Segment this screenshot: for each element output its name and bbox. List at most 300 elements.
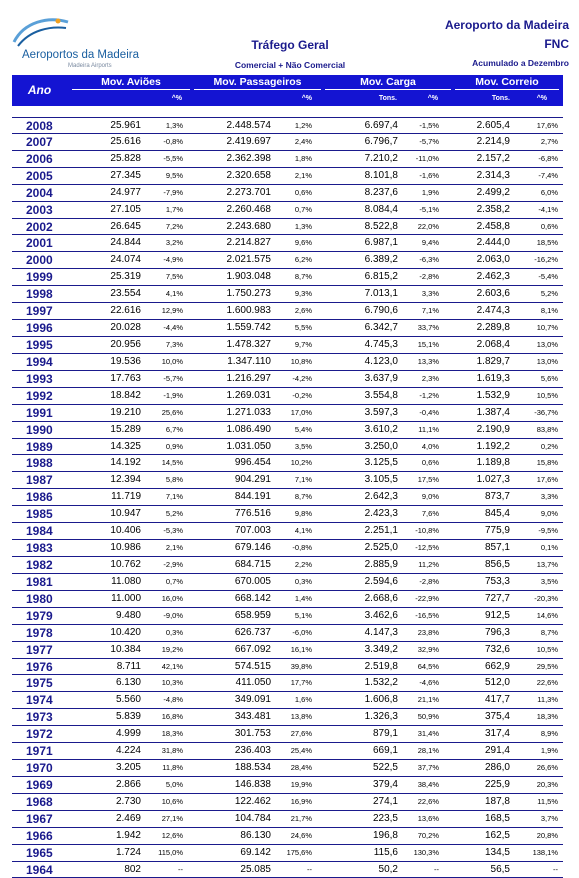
cell-aircraft-pct: 1,3% [165,121,183,130]
cell-cargo: 4.745,3 [364,338,398,350]
col-aircraft: Mov. Aviões [101,76,161,88]
cell-passengers-pct: 8,7% [294,492,312,502]
cell-year: 2006 [26,151,53,166]
cell-year: 2007 [26,134,53,149]
cell-mail-pct: 2,7% [540,136,558,146]
table-row [12,354,563,371]
cell-mail: 2.444,0 [476,237,510,249]
cell-passengers: 411.050 [235,677,271,689]
cell-mail: 2.458,8 [476,220,510,232]
cell-cargo-pct: 13,6% [417,813,439,823]
cell-aircraft-pct: -9,0% [163,610,183,620]
cell-passengers: 684.715 [234,558,271,570]
cell-aircraft-pct: 0,7% [165,576,183,586]
cell-mail-pct: 1,9% [540,746,558,756]
cell-passengers-pct: 24,6% [290,830,312,840]
cell-mail-pct: 20,8% [536,830,558,840]
header-divider [455,89,559,90]
cell-aircraft: 14.192 [110,457,141,469]
cell-year: 2002 [26,219,53,234]
table-row [12,540,563,557]
cell-mail: 727,7 [484,592,510,604]
cell-mail-pct: 22,6% [536,678,558,688]
cell-mail-pct: 0,6% [540,221,558,231]
cell-cargo-pct: 37,7% [417,763,439,773]
cell-passengers: 1.086.490 [226,423,271,435]
header-divider [194,89,321,90]
logo-text: Aeroportos da Madeira [22,49,139,61]
cell-cargo-pct: -5,1% [419,204,439,214]
cell-cargo: 6.796,7 [364,135,398,147]
airport-info [445,18,569,68]
cell-aircraft-pct: 5,0% [165,779,183,789]
cell-aircraft: 14.325 [110,440,141,452]
cell-year: 1998 [26,287,53,302]
cell-mail-pct: 9,0% [540,509,558,519]
cell-mail-pct: 17,6% [536,475,558,485]
cell-mail: 187,8 [484,795,510,807]
table-row [12,371,563,388]
cell-passengers-pct: 1,3% [294,221,312,231]
cell-mail: 1.619,3 [476,372,510,384]
cell-cargo: 879,1 [372,728,398,740]
cell-mail: 856,5 [484,558,510,570]
col-year: Ano [27,83,52,97]
cell-mail: 2.314,3 [476,169,510,181]
cell-passengers: 2.260.468 [226,203,271,215]
cell-year: 2004 [26,185,53,200]
cell-cargo: 8.522,8 [364,220,398,232]
cell-passengers-pct: 2,1% [294,170,312,180]
cell-cargo-pct: 7,1% [421,306,439,316]
cell-mail: 286,0 [484,762,510,774]
cell-year: 1966 [26,828,53,843]
table-row [12,709,563,726]
cell-cargo-pct: 70,2% [417,830,439,840]
cell-cargo: 115,6 [373,846,398,858]
cell-aircraft: 9.480 [115,609,141,621]
cell-mail: 2.157,2 [476,152,510,164]
cell-mail-pct: 11,5% [537,796,558,806]
table-row [12,489,563,506]
cell-passengers: 69.142 [240,846,271,858]
cell-aircraft-pct: 16,8% [161,712,183,722]
cell-passengers-pct: -0,2% [292,390,312,400]
cell-year: 1999 [26,270,53,285]
cell-mail-pct: 29,5% [536,661,558,671]
cell-cargo: 2.642,3 [364,491,398,503]
cell-cargo: 223,5 [372,812,398,824]
cell-aircraft: 11.080 [111,575,141,587]
cell-passengers-pct: -4,2% [292,373,312,383]
cell-aircraft-pct: 6,7% [165,424,183,434]
cell-cargo-pct: 11,1% [418,424,439,434]
cell-aircraft: 4.999 [115,728,141,740]
cell-cargo: 3.610,2 [364,423,398,435]
cell-aircraft: 10.947 [110,508,141,520]
table-row [12,337,563,354]
cell-aircraft: 25.828 [110,152,141,164]
cell-passengers: 668.142 [234,592,271,604]
cell-year: 1981 [26,574,53,589]
cell-passengers-pct: 2,4% [294,136,312,146]
cell-year: 2005 [26,168,53,183]
cell-aircraft: 10.420 [110,626,141,638]
cell-passengers-pct: -0,8% [292,543,312,553]
cell-mail-pct: 11,3% [537,695,558,705]
cell-passengers: 1.478.327 [226,338,271,350]
cell-cargo-pct: -5,7% [419,136,439,146]
cell-passengers-pct: 2,2% [294,559,312,569]
airport-swoosh-icon [12,16,72,50]
table-row [12,557,563,574]
col-passengers: Mov. Passageiros [213,76,302,88]
cell-year: 1977 [26,642,53,657]
table-row [12,574,563,591]
cell-mail: 168,5 [484,812,510,824]
cell-passengers-pct: 9,8% [294,509,312,519]
table-row [12,523,563,540]
cell-aircraft-pct: 5,2% [165,509,183,519]
cell-mail: 662,9 [484,660,510,672]
cell-passengers: 2.362.398 [226,152,271,164]
cell-passengers-pct: 10,8% [290,356,312,366]
cell-aircraft-pct: 12,9% [161,306,183,316]
cell-year: 1980 [26,591,53,606]
table-row [12,811,563,828]
cell-mail: 873,7 [484,491,510,503]
cell-aircraft-pct: 25,6% [161,407,183,417]
cell-aircraft-pct: -- [178,864,183,874]
cell-cargo: 6.815,2 [364,271,398,283]
cell-passengers: 1.903.048 [226,271,271,283]
cell-aircraft: 20.956 [110,338,141,350]
cell-mail: 2.462,3 [476,271,510,283]
cell-cargo-pct: 130,3% [413,847,439,857]
cell-mail-pct: -20,3% [534,593,558,603]
cell-mail: 2.214,9 [476,135,510,147]
cell-aircraft-pct: 3,2% [165,238,183,248]
cell-aircraft-pct: -5,3% [163,526,183,536]
airport-code: FNC [544,37,569,51]
table-row [12,591,563,608]
cell-cargo: 3.105,5 [364,474,398,486]
cell-cargo-pct: 11,2% [418,559,439,569]
cell-mail-pct: 6,0% [540,187,558,197]
cell-mail: 162,5 [484,829,510,841]
cell-aircraft: 24.074 [110,254,141,266]
cell-cargo-pct: 23,8% [417,627,439,637]
cell-cargo: 3.597,3 [364,406,398,418]
cell-cargo-pct: 28,1% [417,746,439,756]
cell-passengers-pct: 5,5% [294,323,312,333]
cell-mail-pct: 20,3% [536,779,558,789]
cell-passengers: 2.320.658 [226,169,271,181]
cell-mail-pct: 8,9% [540,729,558,739]
cell-aircraft-pct: 1,7% [165,204,183,214]
cell-cargo-pct: 13,3% [417,356,439,366]
cell-mail: 2.603,6 [476,288,510,300]
title-block [200,38,380,70]
cell-passengers: 667.092 [234,643,271,655]
cell-mail-pct: -4,1% [538,204,558,214]
cell-mail-pct: 17,6% [536,121,558,130]
table-row [12,828,563,845]
cell-year: 1991 [26,405,53,420]
table-row [12,726,563,743]
table-row [12,117,563,134]
cell-mail: 512,0 [484,677,510,689]
cell-passengers: 2.021.575 [226,254,271,266]
cell-aircraft-pct: -4,8% [163,695,183,705]
cell-aircraft: 25.616 [110,135,141,147]
cell-aircraft-pct: 11,8% [162,763,183,773]
cell-cargo: 274,1 [372,795,398,807]
cell-passengers: 2.243.680 [226,220,271,232]
cell-passengers: 904.291 [234,474,271,486]
cell-mail: 1.387,4 [476,406,510,418]
cell-aircraft-pct: 31,8% [161,746,183,756]
cell-aircraft: 2.469 [115,812,141,824]
cell-year: 1987 [26,473,53,488]
table-row [12,675,563,692]
cell-aircraft: 8.711 [116,660,141,672]
cell-cargo-pct: 31,4% [417,729,439,739]
cell-cargo: 2.251,1 [364,525,398,537]
cell-year: 1965 [26,845,53,860]
cell-passengers-pct: 9,6% [294,238,312,248]
cell-cargo: 669,1 [372,745,398,757]
cell-passengers: 707.003 [234,525,271,537]
cell-cargo-pct: 50,9% [417,712,439,722]
cell-cargo: 3.250,0 [364,440,398,452]
cell-mail-pct: 13,7% [536,559,558,569]
cell-aircraft: 24.977 [110,186,141,198]
cell-aircraft-pct: 16,0% [161,593,183,603]
table-row [12,168,563,185]
cell-cargo-pct: -4,6% [419,678,439,688]
cell-aircraft: 12.394 [110,474,141,486]
cell-cargo: 1.326,3 [364,711,398,723]
cell-cargo-pct: -- [434,864,439,874]
table-header [12,75,563,106]
cell-aircraft-pct: 12,6% [161,830,183,840]
cell-year: 1978 [26,625,53,640]
cell-mail: 845,4 [484,508,510,520]
cell-aircraft: 5.839 [115,711,141,723]
cell-passengers-pct: 1,6% [294,695,312,705]
cell-aircraft: 24.844 [110,237,141,249]
cell-mail-pct: -16,2% [534,255,558,265]
cell-aircraft: 3.205 [115,762,141,774]
table-row [12,862,563,878]
cell-mail-pct: 10,5% [536,644,558,654]
cell-cargo: 8.101,8 [364,169,398,181]
cell-mail: 2.068,4 [476,338,510,350]
cell-aircraft-pct: 115,0% [158,847,183,857]
col-aircraft-pct: ^% [171,95,182,102]
cell-mail-pct: 0,2% [540,441,558,451]
table-row [12,185,563,202]
cell-mail: 2.605,4 [476,120,510,131]
cell-aircraft: 15.289 [110,423,141,435]
cell-passengers: 1.216.297 [226,372,271,384]
cell-passengers-pct: 1,2% [294,121,312,130]
cell-cargo-pct: 7,6% [421,509,439,519]
cell-mail-pct: 138,1% [532,847,558,857]
cell-cargo: 1.532,2 [364,677,398,689]
cell-cargo-pct: -12,5% [415,543,439,553]
cell-aircraft: 802 [124,863,141,875]
cell-cargo-pct: 1,9% [421,187,439,197]
cell-year: 1970 [26,761,53,776]
cell-cargo: 4.147,3 [364,626,398,638]
cell-aircraft-pct: 10,3% [161,678,183,688]
table-row [12,472,563,489]
cell-aircraft-pct: -4,9% [163,255,183,265]
cell-passengers-pct: 175,6% [286,847,312,857]
cell-mail-pct: 8,1% [540,306,558,316]
cell-passengers-pct: 0,7% [294,204,312,214]
cell-cargo: 8.237,6 [364,186,398,198]
cell-cargo-pct: -11,0% [415,153,439,163]
cell-cargo-pct: 17,5% [417,475,439,485]
cell-passengers-pct: 0,3% [294,576,312,586]
cell-cargo-pct: 0,6% [421,458,439,468]
cell-mail: 2.499,2 [476,186,510,198]
cell-cargo: 6.697,4 [364,120,398,131]
cell-passengers-pct: 5,4% [294,424,312,434]
cell-aircraft: 18.842 [110,389,141,401]
cell-year: 1989 [26,439,53,454]
cell-cargo: 3.125,5 [364,457,398,469]
table-row [12,659,563,676]
cell-cargo-pct: 22,6% [417,796,439,806]
cell-cargo-pct: 32,9% [417,644,439,654]
cell-cargo-pct: 4,0% [421,441,439,451]
col-mail: Mov. Correio [475,76,539,88]
cell-mail-pct: 13,0% [536,356,558,366]
cell-passengers: 1.347.110 [227,355,271,367]
cell-cargo-pct: 33,7% [417,323,439,333]
cell-cargo-pct: -6,3% [419,255,439,265]
table-row [12,219,563,236]
table-row [12,506,563,523]
cell-passengers-pct: 4,1% [294,526,312,536]
cell-cargo-pct: -1,2% [419,390,439,400]
cell-aircraft: 4.224 [115,745,141,757]
table-row [12,777,563,794]
cell-aircraft: 17.763 [110,372,141,384]
cell-aircraft-pct: 10,0% [161,356,183,366]
cell-passengers: 1.031.050 [226,440,271,452]
header-divider [72,89,190,90]
cell-passengers-pct: 9,3% [294,289,312,299]
cell-mail-pct: 8,7% [540,627,558,637]
cell-cargo: 379,4 [372,778,398,790]
table-row [12,692,563,709]
cell-mail-pct: 0,1% [540,543,558,553]
cell-aircraft-pct: 7,2% [165,221,183,231]
cell-passengers: 25.085 [240,863,271,875]
cell-aircraft: 23.554 [110,288,141,300]
cell-cargo: 7.013,1 [364,288,398,300]
cell-aircraft: 10.406 [110,525,141,537]
cell-mail: 732,6 [484,643,510,655]
cell-passengers-pct: 6,2% [294,255,312,265]
cell-mail: 753,3 [484,575,510,587]
cell-year: 1984 [26,524,53,539]
cell-mail-pct: -36,7% [534,407,558,417]
cell-cargo-pct: 64,5% [417,661,439,671]
table-row [12,405,563,422]
cell-mail-pct: 13,0% [536,339,558,349]
cell-aircraft-pct: -5,5% [163,153,183,163]
cell-passengers: 104.784 [234,812,271,824]
cell-passengers-pct: 19,9% [290,779,312,789]
cell-year: 1986 [26,490,53,505]
cell-passengers: 236.403 [234,745,271,757]
cell-passengers: 658.959 [234,609,271,621]
cell-mail-pct: -5,4% [538,272,558,282]
report-title: Tráfego Geral [251,38,329,52]
cell-cargo: 3.554,8 [364,389,398,401]
cell-mail: 2.358,2 [476,203,510,215]
cell-aircraft: 11.719 [111,491,141,503]
table-row [12,286,563,303]
cell-passengers-pct: 9,7% [294,339,312,349]
cell-aircraft: 10.384 [110,643,141,655]
cell-passengers-pct: 25,4% [290,746,312,756]
period-note: Acumulado a Dezembro [472,58,569,68]
table-row [12,269,563,286]
cell-cargo: 3.637,9 [364,372,398,384]
table-row [12,625,563,642]
cell-year: 1971 [26,744,53,759]
cell-mail: 1.829,7 [476,355,510,367]
cell-aircraft-pct: -0,8% [163,136,183,146]
cell-passengers: 844.191 [234,491,271,503]
cell-cargo: 3.462,6 [364,609,398,621]
col-passengers-pct: ^% [301,95,312,102]
cell-mail-pct: 10,5% [536,390,558,400]
cell-passengers: 670.005 [234,575,271,587]
cell-passengers: 2.448.574 [226,120,271,131]
cell-mail-pct: 83,8% [536,424,558,434]
table-row [12,151,563,168]
cell-year: 1995 [26,337,53,352]
logo-subtext: Madeira Airports [68,63,112,69]
cell-passengers-pct: 27,6% [290,729,312,739]
cell-passengers: 1.269.031 [226,389,271,401]
table-row [12,202,563,219]
cell-year: 1985 [26,507,53,522]
cell-year: 1983 [26,541,53,556]
cell-passengers: 1.271.033 [226,406,271,418]
cell-cargo: 2.885,9 [364,558,398,570]
cell-mail-pct: 14,6% [536,610,558,620]
cell-passengers-pct: 5,1% [294,610,312,620]
cell-mail: 775,9 [484,525,510,537]
cell-aircraft-pct: 9,5% [165,170,183,180]
report-subtitle: Comercial + Não Comercial [234,60,346,70]
cell-passengers: 1.559.742 [226,322,271,334]
cell-aircraft: 1.942 [115,829,141,841]
cell-mail: 1.532,9 [476,389,510,401]
cell-aircraft-pct: 14,5% [161,458,183,468]
cell-passengers-pct: -- [307,864,312,874]
cell-mail-pct: 10,7% [536,323,558,333]
